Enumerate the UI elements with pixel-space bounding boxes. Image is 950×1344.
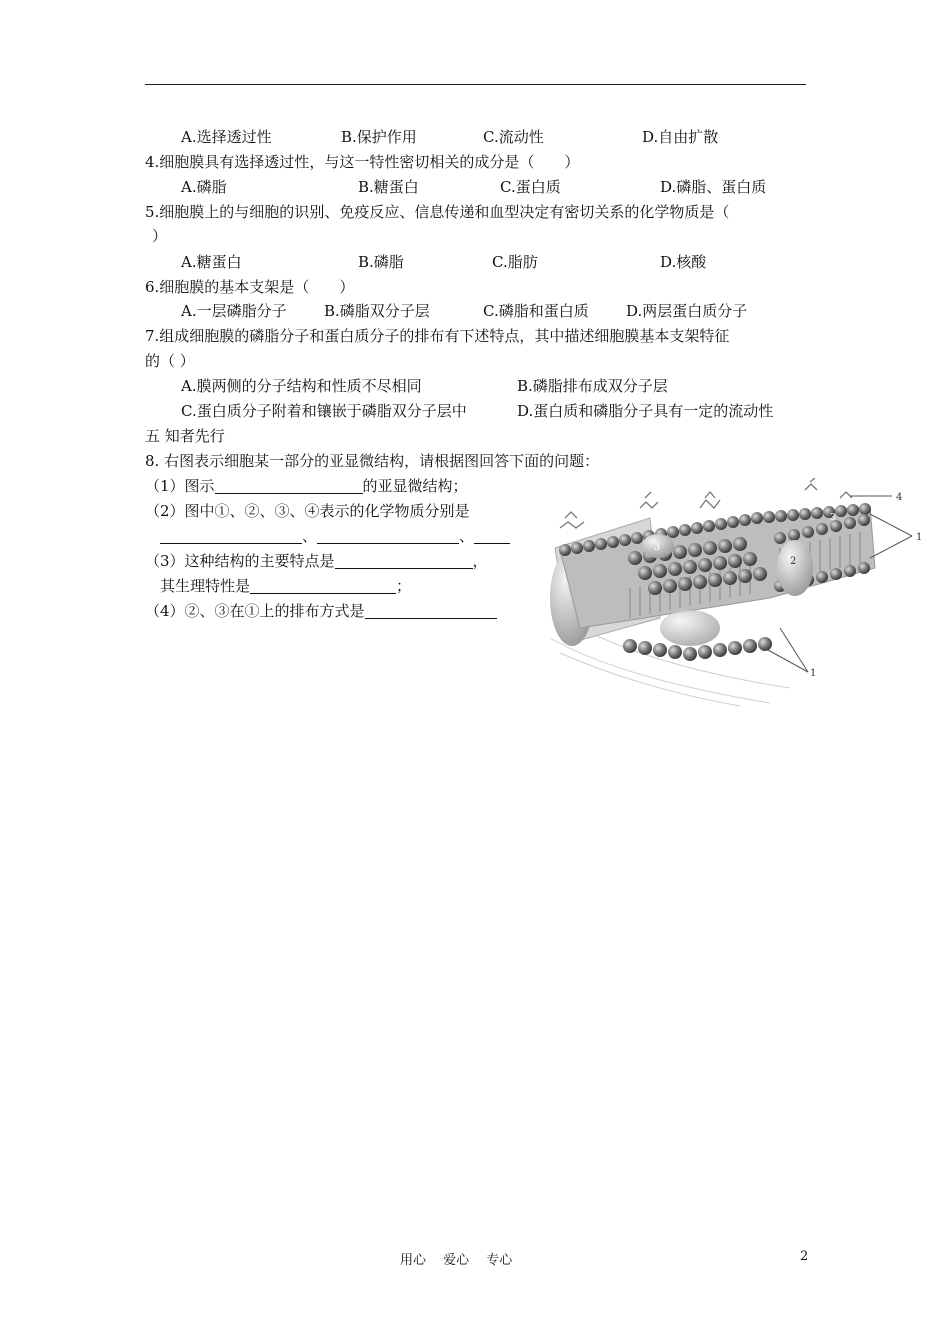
q8-part3-continued xyxy=(160,576,411,596)
q5-option-a: A.糖蛋白 xyxy=(181,253,242,271)
q8-separator: 、 xyxy=(302,527,318,545)
protein-2 xyxy=(777,540,813,596)
q8-part3 xyxy=(145,551,488,571)
q8-part1 xyxy=(145,476,468,496)
q3-option-c: C.流动性 xyxy=(483,128,544,146)
figure-label-3-small: 3 xyxy=(830,513,836,523)
figure-label-1-right: 1 xyxy=(916,532,923,543)
q8-blank-5[interactable] xyxy=(335,552,473,569)
q8-part2: （2）图中①、②、③、④表示的化学物质分别是 xyxy=(145,502,470,520)
q5-option-d: D.核酸 xyxy=(660,253,707,271)
q8-part1-suffix: 的亚显微结构； xyxy=(362,477,468,495)
q8-part2-blanks xyxy=(160,526,510,546)
q6-option-a: A.一层磷脂分子 xyxy=(181,302,287,320)
q6-option-b: B.磷脂双分子层 xyxy=(324,302,430,320)
q7-option-a: A.膜两侧的分子结构和性质不尽相同 xyxy=(181,377,422,395)
q4-option-c: C.蛋白质 xyxy=(500,178,561,196)
q8-part4 xyxy=(145,601,497,621)
q8-blank-3[interactable] xyxy=(317,527,459,544)
q8-part3c-suffix: ； xyxy=(396,577,412,595)
q7-option-c: C.蛋白质分子附着和镶嵌于磷脂双分子层中 xyxy=(181,402,467,420)
page-number: 2 xyxy=(800,1249,809,1264)
q8-part3-prefix: （3）这种结构的主要特点是 xyxy=(145,552,335,570)
q8-part3-suffix: ， xyxy=(472,552,488,570)
q3-option-b: B.保护作用 xyxy=(341,128,417,146)
q8-part4-prefix: （4）②、③在①上的排布方式是 xyxy=(145,602,365,620)
q6-option-c: C.磷脂和蛋白质 xyxy=(483,302,589,320)
q3-option-d: D.自由扩散 xyxy=(642,128,719,146)
q3-option-a: A.选择透过性 xyxy=(181,128,272,146)
cell-membrane-figure xyxy=(540,478,935,708)
footer-motto: 用心 爱心 专心 xyxy=(400,1253,513,1268)
q6-stem: 6.细胞膜的基本支架是（ ） xyxy=(145,278,355,296)
q4-option-a: A.磷脂 xyxy=(181,178,227,196)
header-rule xyxy=(145,84,806,85)
figure-label-3: 3 xyxy=(654,542,661,553)
q5-option-c: C.脂肪 xyxy=(492,253,538,271)
q5-option-b: B.磷脂 xyxy=(358,253,404,271)
q7-option-d: D.蛋白质和磷脂分子具有一定的流动性 xyxy=(517,402,774,420)
section-title: 五 知者先行 xyxy=(145,427,225,445)
q8-blank-4[interactable] xyxy=(474,527,510,544)
figure-label-1-bottom: 1 xyxy=(810,668,817,679)
figure-label-4: 4 xyxy=(896,492,903,503)
q8-blank-2[interactable] xyxy=(160,527,302,544)
q7-stem-line1: 7.组成细胞膜的磷脂分子和蛋白质分子的排布有下述特点，其中描述细胞膜基本支架特征 xyxy=(145,327,730,345)
q7-stem-line2: 的（ ） xyxy=(145,352,195,370)
q8-stem: 8. 右图表示细胞某一部分的亚显微结构，请根据图回答下面的问题： xyxy=(145,452,600,470)
protein-bottom xyxy=(660,610,720,646)
q5-stem-line2: ） xyxy=(152,227,168,245)
q8-blank-6[interactable] xyxy=(250,577,396,594)
q4-stem: 4.细胞膜具有选择透过性，与这一特性密切相关的成分是（ ） xyxy=(145,153,580,171)
q8-part1-prefix: （1）图示 xyxy=(145,477,215,495)
q8-blank-7[interactable] xyxy=(365,602,497,619)
q5-stem-line1: 5.细胞膜上的与细胞的识别、免疫反应、信息传递和血型决定有密切关系的化学物质是（ xyxy=(145,203,730,221)
q8-blank-1[interactable] xyxy=(215,477,363,494)
q7-option-b: B.磷脂排布成双分子层 xyxy=(517,377,668,395)
q6-option-d: D.两层蛋白质分子 xyxy=(626,302,748,320)
q4-option-d: D.磷脂、蛋白质 xyxy=(660,178,767,196)
q8-separator: 、 xyxy=(459,527,475,545)
q4-option-b: B.糖蛋白 xyxy=(358,178,419,196)
figure-label-2: 2 xyxy=(790,556,797,567)
q8-part3c-prefix: 其生理特性是 xyxy=(160,577,251,595)
